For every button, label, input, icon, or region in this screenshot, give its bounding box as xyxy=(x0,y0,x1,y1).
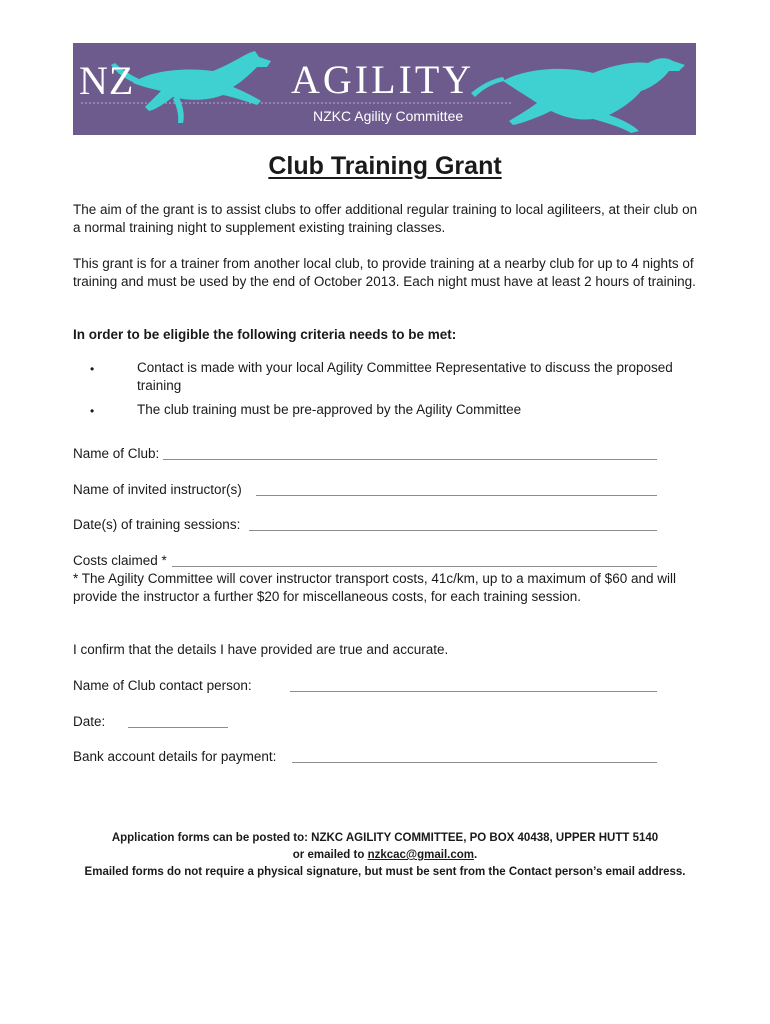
email-link[interactable]: nzkcac@gmail.com xyxy=(367,849,475,861)
confirm-statement: I confirm that the details I have provided are true and accurate. xyxy=(73,642,449,657)
logo-subtitle: NZKC Agility Committee xyxy=(313,108,464,124)
footer-email-line xyxy=(73,847,697,864)
footer-signature-note: Emailed forms do not require a physical signature, but must be sent from the Contact person’s email address. xyxy=(84,866,686,878)
aim-paragraph: The aim of the grant is to assist clubs to offer additional regular training to local agiliteers, at their club on a normal training night to supplement existing training classes. xyxy=(73,202,698,235)
footer-email-suffix: . xyxy=(474,849,478,861)
costs-field[interactable] xyxy=(172,566,657,567)
date-label: Date: xyxy=(73,714,106,729)
club-name-field[interactable] xyxy=(163,459,657,460)
criteria-heading: In order to be eligible the following criteria needs to be met: xyxy=(73,327,457,342)
bullet-marker: • xyxy=(90,404,95,418)
logo-agility-text: AGILITY xyxy=(291,57,475,102)
dates-field[interactable] xyxy=(249,530,657,531)
grant-paragraph: This grant is for a trainer from another local club, to provide training at a nearby club for up to 4 nights of training and must be used by the end of October 2013. Each night must have at least 2 hours of training. xyxy=(73,256,696,289)
footer-email-prefix: or emailed to xyxy=(292,849,368,861)
costs-note: * The Agility Committee will cover instructor transport costs, 41c/km, up to a maximum of $60 and will provide the instructor a further $20 for miscellaneous costs, for each training session. xyxy=(73,571,676,604)
club-name-label: Name of Club: xyxy=(73,446,160,461)
bullet-item-preapproved: The club training must be pre-approved by the Agility Committee xyxy=(137,402,522,417)
footer-postal-address: Application forms can be posted to: NZKC AGILITY COMMITTEE, PO BOX 40438, UPPER HUTT 5140 xyxy=(111,832,659,844)
costs-label: Costs claimed * xyxy=(73,553,167,568)
running-dog-icon xyxy=(471,58,685,133)
logo-nz-text: NZ xyxy=(79,58,135,103)
bank-label: Bank account details for payment: xyxy=(73,749,277,764)
nz-agility-banner xyxy=(73,43,696,135)
instructor-field[interactable] xyxy=(256,495,657,496)
instructor-label: Name of invited instructor(s) xyxy=(73,482,242,497)
dates-label: Date(s) of training sessions: xyxy=(73,517,241,532)
leaping-dog-icon xyxy=(111,51,271,123)
bank-field[interactable] xyxy=(292,762,657,763)
date-field[interactable] xyxy=(128,727,228,728)
contact-person-field[interactable] xyxy=(290,691,657,692)
bullet-item-contact: Contact is made with your local Agility Committee Representative to discuss the proposed training xyxy=(137,360,673,393)
page-title: Club Training Grant xyxy=(268,152,502,180)
bullet-marker: • xyxy=(90,362,95,376)
contact-person-label: Name of Club contact person: xyxy=(73,678,252,693)
